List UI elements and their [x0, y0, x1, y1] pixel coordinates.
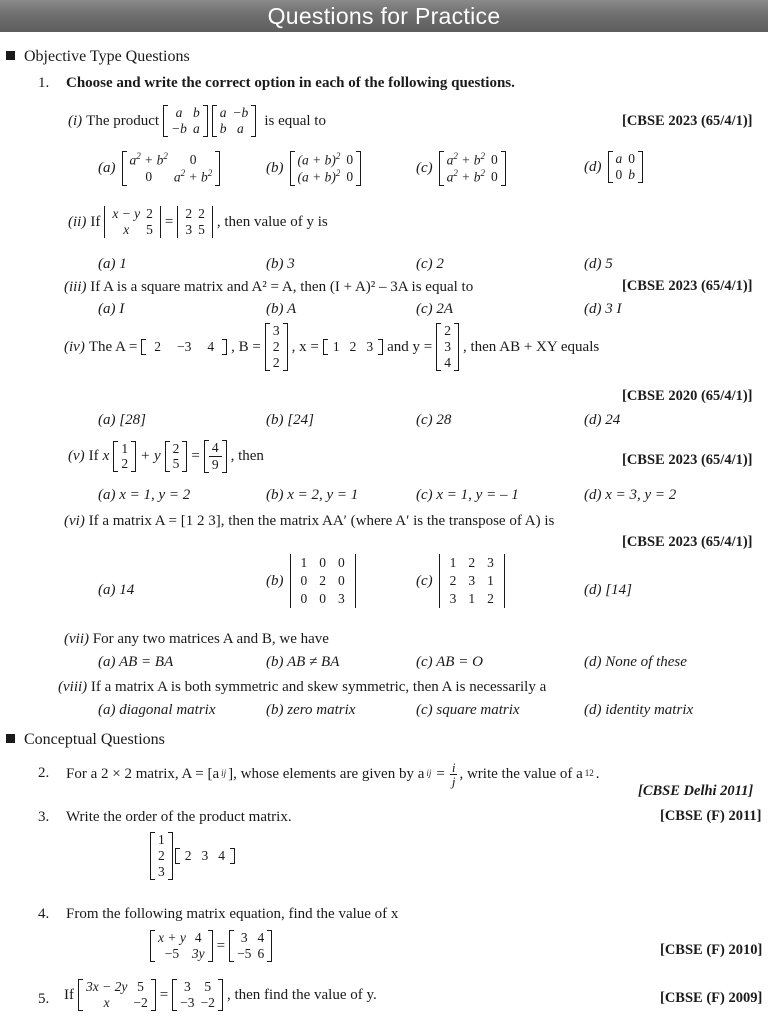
option-a: (a) 1: [98, 256, 127, 272]
option-b: (b) $(a + b)^2$ 0 $(a + b)^2$ 0: [266, 151, 361, 186]
section-title: Objective Type Questions: [24, 48, 190, 65]
product-expression: 1 2 3 2 3 4: [150, 832, 235, 880]
sub-question-vi: (vi) If a matrix A = [1 2 3], then the matrix AA′ (where A′ is the transpose of A) is: [64, 513, 555, 529]
option-d: (d) 24: [584, 412, 621, 428]
matrix-equation: x + y 4 −5 3y = 3 4 −5 6: [150, 930, 272, 962]
source-reference: [CBSE 2023 (65/4/1)]: [622, 534, 753, 550]
source-reference: [CBSE Delhi 2011]: [638, 783, 754, 799]
option-d: (d) 5: [584, 256, 613, 272]
section-title: Conceptual Questions: [24, 731, 165, 748]
source-reference: [CBSE 2023 (65/4/1)]: [622, 278, 753, 294]
sub-question-iii: (iii) If A is a square matrix and A² = A, then (I + A)² – 3A is equal to: [64, 279, 474, 295]
option-c: (c) 2: [416, 256, 444, 272]
question-text: is equal to: [264, 112, 326, 129]
option-d: (d) 3 I: [584, 301, 622, 317]
option-a: (a) I: [98, 301, 125, 317]
question-3-text: Write the order of the product matrix.: [66, 809, 292, 825]
option-a: (a) 14: [98, 582, 135, 598]
option-b: (b) zero matrix: [266, 702, 356, 718]
option-b: (b) [24]: [266, 412, 314, 428]
section-heading-conceptual: [6, 731, 165, 749]
option-b: (b) 1 0 0 0 2 0 0 0 3: [266, 554, 356, 608]
source-reference: [CBSE (F) 2011]: [660, 808, 762, 824]
option-d: (d) None of these: [584, 654, 687, 670]
source-reference: [CBSE (F) 2009]: [660, 990, 763, 1006]
source-reference: [CBSE 2020 (65/4/1)]: [622, 388, 753, 404]
option-d: (d) identity matrix: [584, 702, 694, 718]
option-b: (b) AB ≠ BA: [266, 654, 340, 670]
sub-question-vii: (vii) For any two matrices A and B, we have: [64, 631, 329, 647]
option-d: (d) x = 3, y = 2: [584, 487, 677, 503]
question-text: The product: [86, 112, 160, 129]
sub-question-ii: (ii) If x − y 2 x 5 = 2 2 3 5 , then value of y is: [68, 206, 328, 237]
option-a: (a) [28]: [98, 412, 146, 428]
option-c: (c) 2A: [416, 301, 454, 317]
option-a: (a) diagonal matrix: [98, 702, 216, 718]
sub-question-v: (v) If x 1 2 + y 2 5 = 4 9 , then: [68, 440, 264, 472]
question-number: 4.: [38, 906, 50, 922]
option-b: (b) x = 2, y = 1: [266, 487, 359, 503]
option-c: (c) square matrix: [416, 702, 520, 718]
option-b: (b) 3: [266, 256, 295, 272]
square-bullet-icon: [6, 51, 15, 60]
option-d: (d) a 0 0 b: [584, 151, 643, 183]
source-reference: [CBSE 2023 (65/4/1)]: [622, 452, 753, 468]
question-number: 3.: [38, 809, 50, 825]
square-bullet-icon: [6, 734, 15, 743]
matrix: a b −b a: [163, 105, 208, 137]
section-heading-objective: [6, 48, 190, 66]
option-c: (c) x = 1, y = – 1: [416, 487, 519, 503]
option-d: (d) [14]: [584, 582, 632, 598]
option-a: (a) $a^2 + b^2$ 0 0 $a^2 + b^2$: [98, 151, 220, 186]
sub-question-label: (i): [68, 112, 83, 129]
option-c: (c) $a^2 + b^2$ 0 $a^2 + b^2$ 0: [416, 151, 506, 186]
option-a: (a) AB = BA: [98, 654, 174, 670]
question-number: 5.: [38, 991, 50, 1007]
option-c: (c) AB = O: [416, 654, 483, 670]
banner: [0, 0, 768, 32]
source-reference: [CBSE (F) 2010]: [660, 942, 763, 958]
option-c: (c) 28: [416, 412, 452, 428]
option-a: (a) x = 1, y = 2: [98, 487, 191, 503]
sub-question-iv: (iv) The A = 2 −3 4 , B = 3 2 2 , x = 1 2 3 and y = 2 3 4 , then AB + XY equals: [64, 323, 600, 370]
question-2-text: For a 2 × 2 matrix, A = [a ij ], whose elements are given by a ij = $\frac{i}{j}$ , write the value of a 12 .: [66, 759, 600, 789]
question-number: 1.: [38, 75, 50, 91]
matrix: a −b b a: [212, 105, 257, 137]
question-4-text: From the following matrix equation, find the value of x: [66, 906, 399, 922]
option-c: (c) 1 2 3 2 3 1 3 1 2: [416, 554, 505, 608]
banner-title: Questions for Practice: [267, 2, 501, 29]
question-number: 2.: [38, 765, 50, 781]
option-b: (b) A: [266, 301, 297, 317]
source-reference: [CBSE 2023 (65/4/1)]: [622, 113, 753, 129]
sub-question-viii: (viii) If a matrix A is both symmetric and skew symmetric, then A is necessarily a: [58, 679, 547, 695]
question-instruction: Choose and write the correct option in each of the following questions.: [66, 75, 515, 91]
question-5-text: If 3x − 2y 5 x −2 = 3 5 −3 −2 , then find the value of y.: [64, 979, 377, 1010]
sub-question-i: [68, 105, 326, 137]
